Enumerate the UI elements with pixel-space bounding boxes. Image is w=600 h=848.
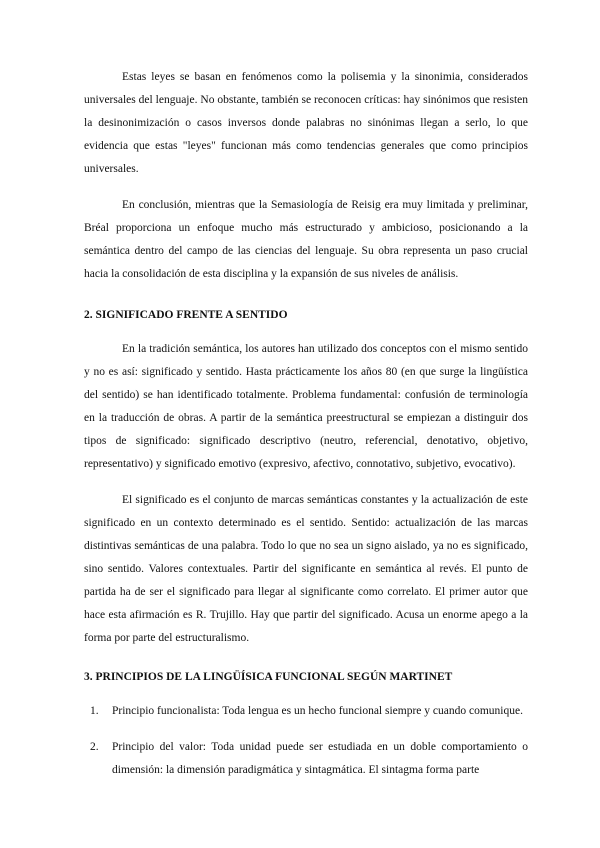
section-2-heading: 2. SIGNIFICADO FRENTE A SENTIDO [84,309,288,321]
list-item-number: 1. [90,705,99,717]
section-2-paragraph-1: En la tradición semántica, los autores han utilizado dos conceptos con el mismo sentido y no es así: significado y sentido. Hasta prácticamente los años 80 (en que surge la lingüística del sentido) se han identificado totalmente. Problema fundamental: confusión de terminología en la traducción de obras. A partir de la semántica preestructural se empiezan a distinguir dos tipos de significado: significado descriptivo (neutro, referencial, denotativo, objetivo, representativo) y significado emotivo (expresivo, afectivo, connotativo, subjetivo, evocativo). [84,343,528,470]
principles-list [84,700,528,782]
list-item [84,736,528,782]
list-item-number: 2. [90,741,99,753]
paragraph-intro-2: En conclusión, mientras que la Semasiología de Reisig era muy limitada y preliminar, Bréal proporciona un enfoque mucho más estructurado y ambicioso, posicionando a la semántica dentro del campo de las ciencias del lenguaje. Su obra representa un paso crucial hacia la consolidación de esta disciplina y la expansión de sus niveles de análisis. [84,199,528,280]
section-2-paragraph-2: El significado es el conjunto de marcas semánticas constantes y la actualización de este significado en un contexto determinado es el sentido. Sentido: actualización de las marcas distintivas semánticas de una palabra. Todo lo que no sea un signo aislado, ya no es significado, sino sentido. Valores contextuales. Partir del significante en semántica al revés. El punto de partida ha de ser el significado para llegar al significante como correlato. El primer autor que hace esta afirmación es R. Trujillo. Hay que partir del significado. Acusa un enorme apego a la forma por parte del estructuralismo. [84,494,528,644]
paragraph-intro-1: Estas leyes se basan en fenómenos como la polisemia y la sinonimia, considerados universales del lenguaje. No obstante, también se reconocen críticas: hay sinónimos que resisten la desinonimización o casos inversos donde palabras no sinónimas llegan a serlo, lo que evidencia que estas "leyes" funcionan más como tendencias generales que como principios universales. [84,71,528,175]
list-item-text: Principio del valor: Toda unidad puede ser estudiada en un doble comportamiento o dimensión: la dimensión paradigmática y sintagmática. El sintagma forma parte [112,741,528,776]
section-3-heading: 3. PRINCIPIOS DE LA LINGÜÍSICA FUNCIONAL SEGÚN MARTINET [84,671,453,683]
list-item [84,700,528,723]
list-item-text: Principio funcionalista: Toda lengua es un hecho funcional siempre y cuando comunique. [112,705,523,717]
